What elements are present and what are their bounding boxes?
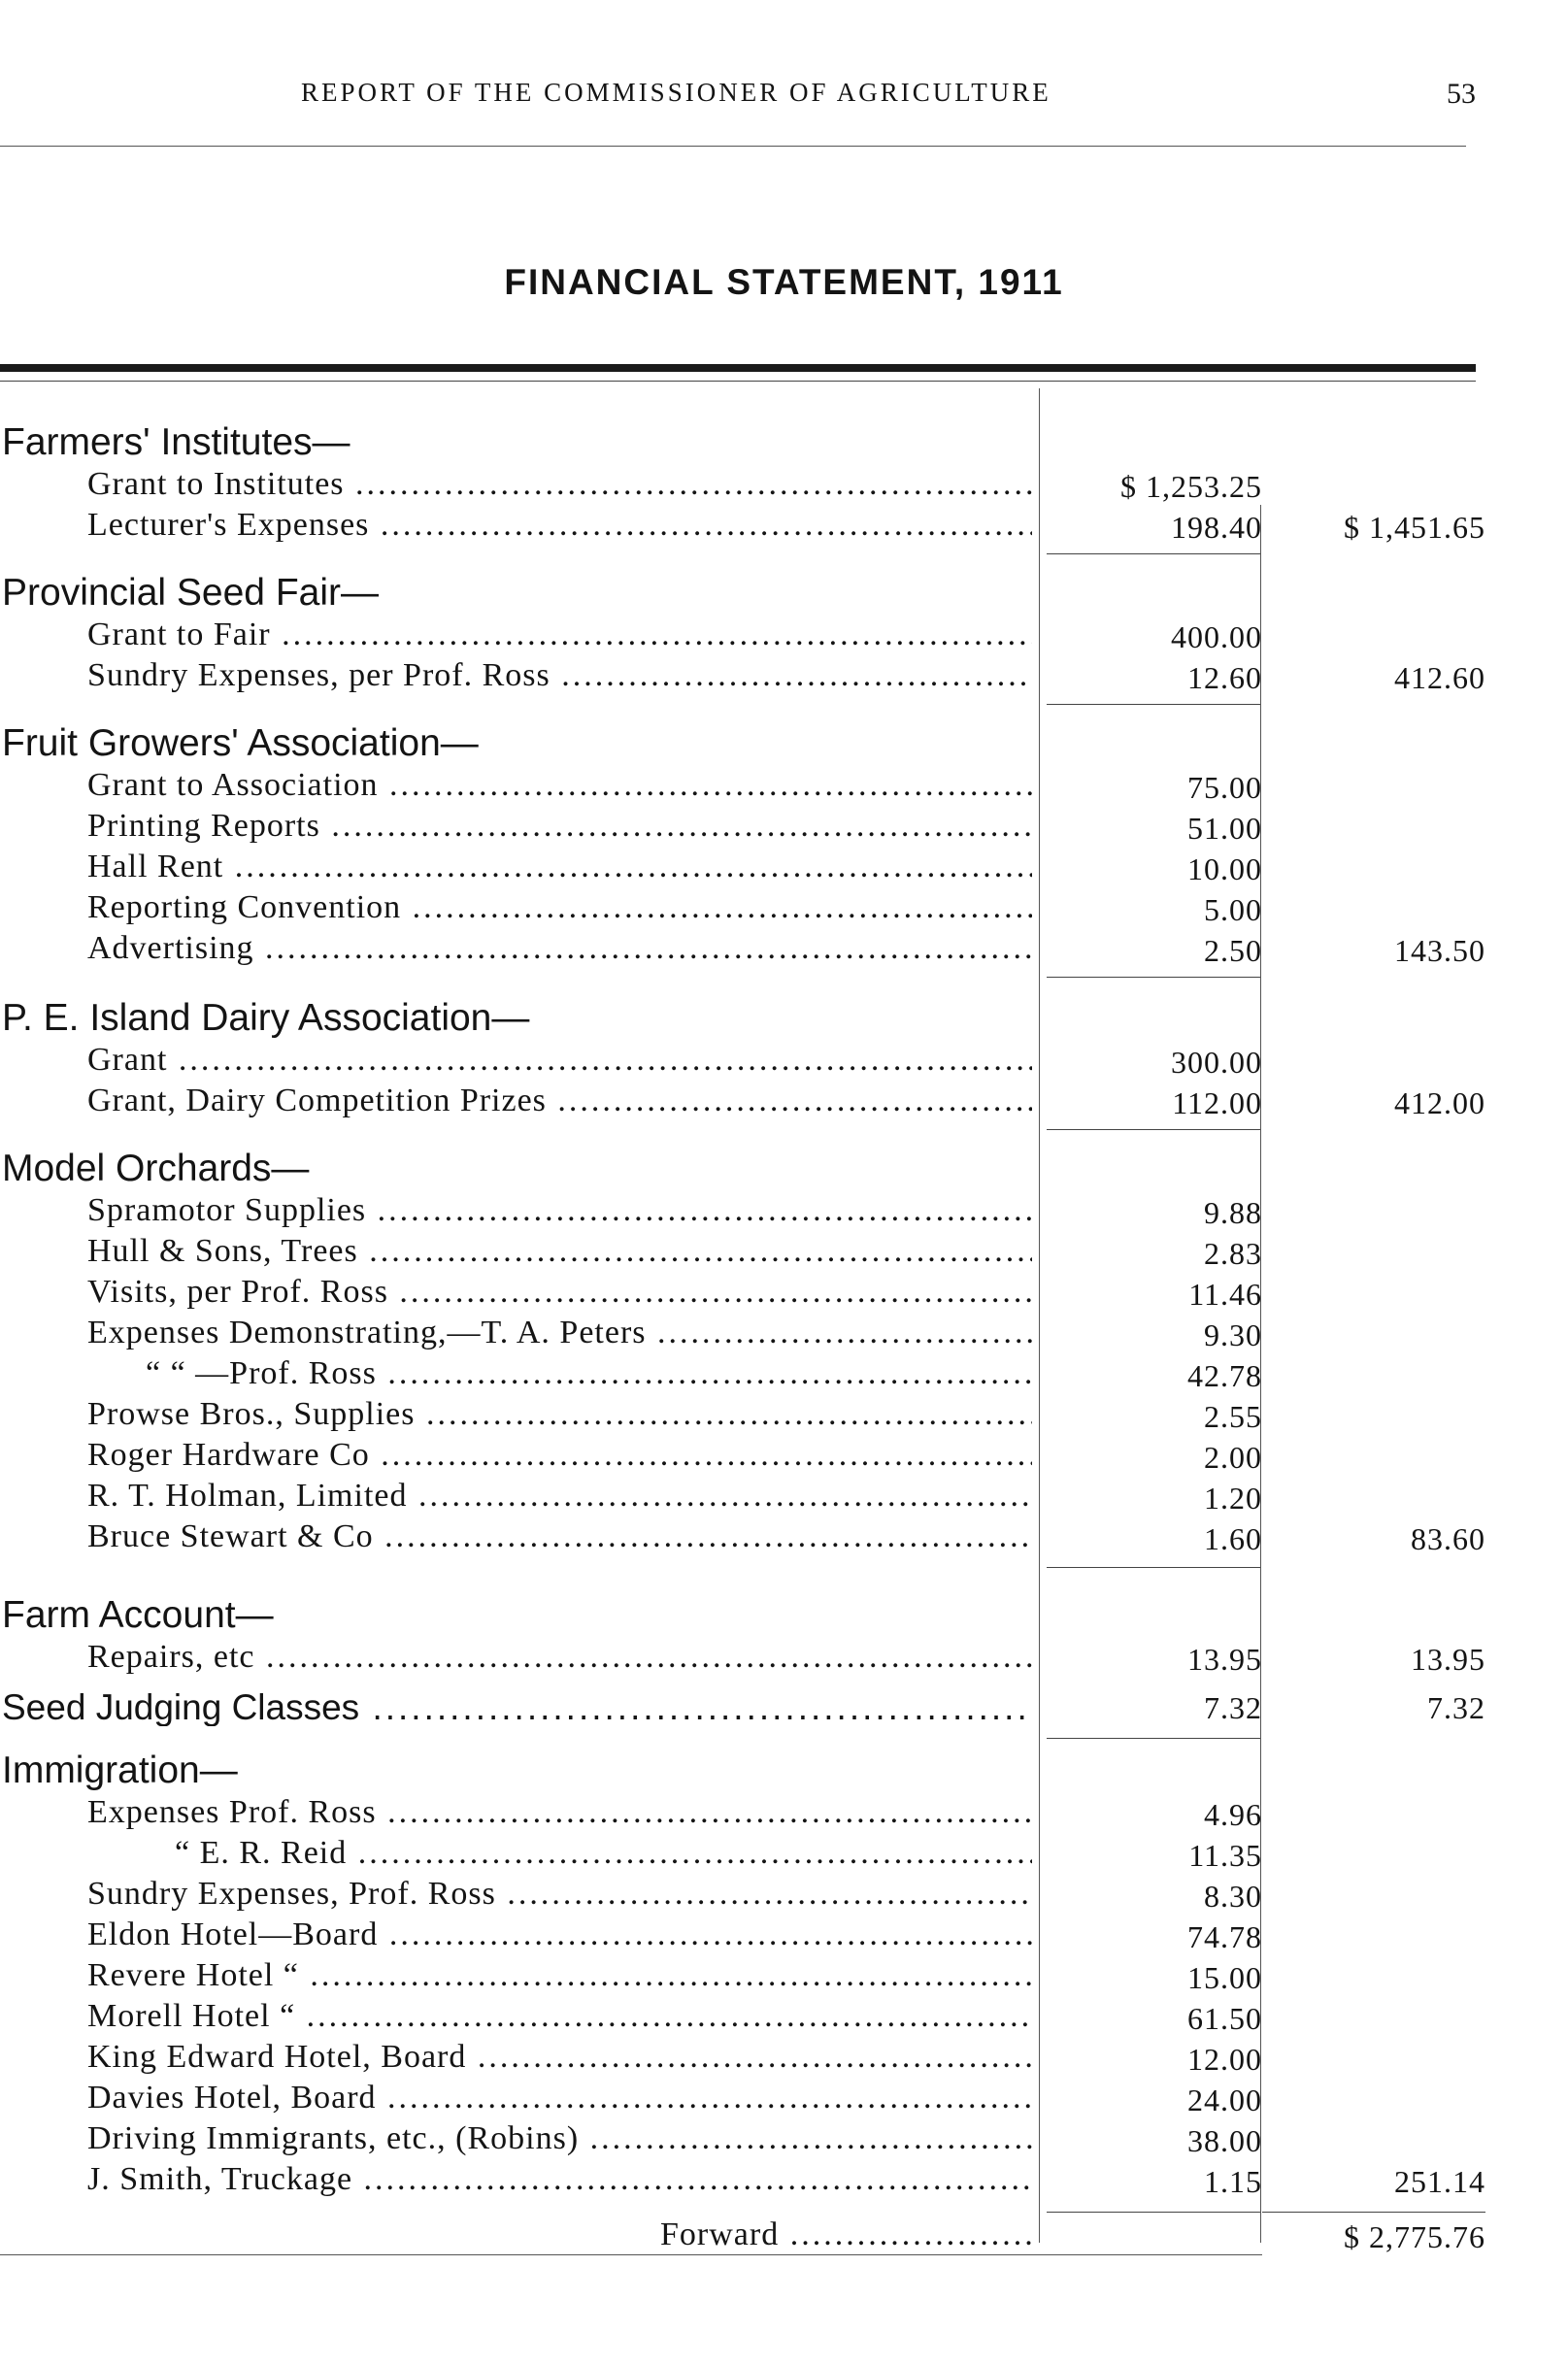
subtotal-rule (1047, 704, 1260, 705)
item-label: Eldon Hotel—Board ..... (87, 1916, 1032, 1955)
section-heading-row (0, 572, 1568, 618)
item-amount: 51.00 (1187, 811, 1262, 846)
item-label: Grant, Dairy Competition Prizes ..... (87, 1083, 1032, 1121)
item-label: “ “ —Prof. Ross ..... (146, 1355, 1032, 1394)
item-amount: $ 1,253.25 (1120, 469, 1262, 504)
item-label: R. T. Holman, Limited ..... (87, 1478, 1032, 1516)
section-heading: Immigration— (2, 1750, 238, 1791)
item-amount: 112.00 (1172, 1085, 1262, 1120)
header-rule (0, 146, 1466, 147)
ledger-row (0, 1959, 1568, 2000)
section-heading-row (0, 997, 1568, 1044)
ledger-row (0, 1796, 1568, 1837)
ledger-row (0, 2041, 1568, 2082)
ledger-row (0, 1837, 1568, 1878)
section-total: $ 1,451.65 (1344, 510, 1485, 545)
item-amount: 198.40 (1171, 510, 1262, 545)
item-amount: 61.50 (1187, 2001, 1262, 2036)
ledger-row (0, 891, 1568, 932)
item-amount: 15.00 (1187, 1960, 1262, 1995)
item-label: Hall Rent ..... (87, 849, 1032, 887)
section-total: 13.95 (1411, 1642, 1485, 1677)
page-header (0, 78, 1568, 136)
item-label: Grant to Association ..... (87, 767, 1032, 806)
ledger-row (0, 1439, 1568, 1480)
section-total: 83.60 (1411, 1521, 1485, 1556)
item-label: King Edward Hotel, Board ..... (87, 2039, 1032, 2078)
item-amount: 1.15 (1204, 2164, 1262, 2199)
item-amount: 11.46 (1188, 1277, 1262, 1312)
ledger-row (0, 1084, 1568, 1125)
item-label: Revere Hotel “ ..... (87, 1957, 1032, 1996)
item-label: Printing Reports ..... (87, 808, 1032, 847)
subtotal-rule (1047, 1567, 1260, 1568)
ledger-row (0, 1689, 1568, 1730)
total-rule (1262, 2212, 1485, 2213)
section-heading: Provincial Seed Fair— (2, 572, 379, 614)
item-label: Driving Immigrants, etc., (Robins) ..... (87, 2120, 1032, 2159)
item-amount: 9.30 (1204, 1317, 1262, 1352)
item-label: Grant ..... (87, 1042, 1032, 1081)
item-amount: 11.35 (1188, 1838, 1262, 1873)
subtotal-rule (1047, 2212, 1260, 2213)
item-amount: 75.00 (1187, 770, 1262, 805)
section-heading-row (0, 1750, 1568, 1796)
section-heading: Farm Account— (2, 1594, 274, 1636)
section-heading-row (0, 1594, 1568, 1641)
item-label: Grant to Institutes ..... (87, 466, 1032, 505)
item-amount: 13.95 (1187, 1642, 1262, 1677)
ledger-row (0, 932, 1568, 973)
ledger-row (0, 1316, 1568, 1357)
section-total: 7.32 (1427, 1690, 1485, 1725)
ledger-row (0, 2082, 1568, 2122)
item-amount: 5.00 (1204, 892, 1262, 927)
forward-row (0, 2218, 1568, 2259)
item-amount: 8.30 (1204, 1879, 1262, 1914)
item-label: Sundry Expenses, per Prof. Ross ..... (87, 657, 1032, 696)
bottom-rule (0, 2254, 1262, 2255)
ledger-row (0, 659, 1568, 700)
item-amount: 2.00 (1204, 1440, 1262, 1475)
item-label: Reporting Convention ..... (87, 889, 1032, 928)
item-label: Prowse Bros., Supplies ..... (87, 1396, 1032, 1435)
ledger-row (0, 810, 1568, 850)
item-label: Grant to Fair ..... (87, 616, 1032, 655)
ledger-row (0, 1194, 1568, 1235)
item-label: Morell Hotel “ ..... (87, 1998, 1032, 2037)
subtotal-rule (1047, 1738, 1260, 1739)
section-total: 412.00 (1394, 1085, 1485, 1120)
section-heading: Farmers' Institutes— (2, 421, 350, 463)
section-heading-row (0, 421, 1568, 468)
item-label: Advertising ..... (87, 930, 1032, 969)
running-title: REPORT OF THE COMMISSIONER OF AGRICULTURE (301, 78, 1051, 107)
ledger-row (0, 1918, 1568, 1959)
section-total: 251.14 (1394, 2164, 1485, 2199)
ledger-row (0, 1044, 1568, 1084)
item-amount: 9.88 (1204, 1195, 1262, 1230)
forward-label: Forward ..... (660, 2216, 1032, 2255)
item-label: Seed Judging Classes ..... (2, 1687, 1032, 1726)
item-amount: 7.32 (1204, 1690, 1262, 1725)
ledger-row (0, 509, 1568, 550)
item-amount: 4.96 (1204, 1797, 1262, 1832)
item-amount: 1.20 (1204, 1481, 1262, 1516)
subtotal-rule (1047, 1129, 1260, 1130)
title-rule-thick (0, 364, 1476, 372)
subtotal-rule (1047, 553, 1260, 554)
section-heading: Model Orchards— (2, 1148, 310, 1189)
item-amount: 74.78 (1187, 1919, 1262, 1954)
ledger-row (0, 2000, 1568, 2041)
ledger-row (0, 1878, 1568, 1918)
section-total: 412.60 (1394, 660, 1485, 695)
section-heading-row (0, 722, 1568, 769)
ledger-row (0, 2163, 1568, 2204)
item-label: Bruce Stewart & Co ..... (87, 1518, 1032, 1557)
ledger-row (0, 1276, 1568, 1316)
ledger-row (0, 1357, 1568, 1398)
item-amount: 2.55 (1204, 1399, 1262, 1434)
ledger-row (0, 1641, 1568, 1682)
ledger-row (0, 1520, 1568, 1561)
item-amount: 38.00 (1187, 2123, 1262, 2158)
section-heading: Fruit Growers' Association— (2, 722, 479, 764)
item-label: Repairs, etc ..... (87, 1639, 1032, 1678)
section-heading-row (0, 1148, 1568, 1194)
item-amount: 42.78 (1187, 1358, 1262, 1393)
ledger-row (0, 1480, 1568, 1520)
page-number: 53 (1447, 78, 1476, 110)
item-label: Spramotor Supplies ..... (87, 1192, 1032, 1231)
item-label: Davies Hotel, Board ..... (87, 2080, 1032, 2118)
subtotal-rule (1047, 977, 1260, 978)
ledger-row (0, 1235, 1568, 1276)
item-label: Visits, per Prof. Ross ..... (87, 1274, 1032, 1313)
title-rule-thin (0, 381, 1476, 382)
item-amount: 2.50 (1204, 933, 1262, 968)
ledger-row (0, 2122, 1568, 2163)
item-amount: 400.00 (1171, 619, 1262, 654)
section-heading: P. E. Island Dairy Association— (2, 997, 530, 1039)
item-label: Expenses Demonstrating,—T. A. Peters ..... (87, 1315, 1032, 1353)
item-amount: 1.60 (1204, 1521, 1262, 1556)
section-total: 143.50 (1394, 933, 1485, 968)
ledger-row (0, 618, 1568, 659)
ledger-row (0, 769, 1568, 810)
item-label: Hull & Sons, Trees ..... (87, 1233, 1032, 1272)
ledger-row (0, 850, 1568, 891)
item-amount: 24.00 (1187, 2083, 1262, 2117)
item-label: Roger Hardware Co ..... (87, 1437, 1032, 1476)
item-label: Lecturer's Expenses ..... (87, 507, 1032, 546)
item-amount: 300.00 (1171, 1045, 1262, 1080)
document-title: FINANCIAL STATEMENT, 1911 (504, 262, 1064, 302)
item-amount: 2.83 (1204, 1236, 1262, 1271)
item-label: Expenses Prof. Ross ..... (87, 1794, 1032, 1833)
item-label: J. Smith, Truckage ..... (87, 2161, 1032, 2200)
item-amount: 12.60 (1187, 660, 1262, 695)
item-amount: 10.00 (1187, 851, 1262, 886)
item-label: Sundry Expenses, Prof. Ross ..... (87, 1876, 1032, 1915)
ledger-row (0, 1398, 1568, 1439)
item-label: “ E. R. Reid ..... (175, 1835, 1032, 1874)
item-amount: 12.00 (1187, 2042, 1262, 2077)
forward-total: $ 2,775.76 (1344, 2219, 1485, 2254)
ledger-row (0, 468, 1568, 509)
